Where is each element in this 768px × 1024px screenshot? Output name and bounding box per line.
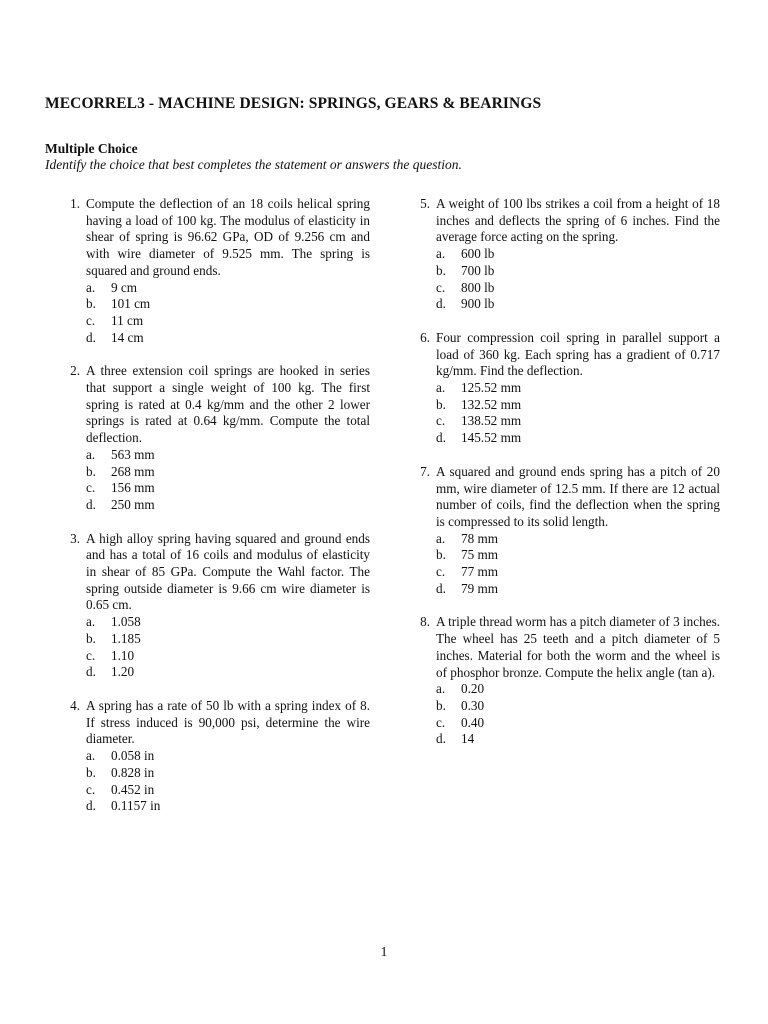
choice-b (436, 397, 720, 414)
choice-letter: a. (86, 279, 96, 295)
right-column (410, 196, 720, 765)
choice-letter: d. (86, 664, 96, 680)
choice-letter: d. (86, 496, 96, 512)
choice-b (86, 464, 370, 481)
choice-letter: b. (86, 630, 96, 646)
choice-list (436, 246, 720, 313)
choice-b (86, 765, 370, 782)
choice-d (86, 330, 370, 347)
question-number: 4. (70, 697, 80, 713)
choice-text: 250 mm (111, 496, 155, 512)
choice-letter: a. (86, 446, 96, 462)
choice-a (436, 681, 720, 698)
choice-letter: c. (86, 312, 96, 328)
choice-text: 0.828 in (111, 764, 155, 780)
question-number: 1. (70, 196, 80, 211)
question-1 (60, 196, 370, 346)
choice-text: 600 lb (461, 246, 495, 262)
choice-a (436, 246, 720, 263)
choice-c (86, 313, 370, 330)
question-number: 5. (420, 196, 430, 211)
question-4 (60, 698, 370, 815)
question-text: Compute the deflection of an 18 coils helical spring having a load of 100 kg. The modulus of elasticity in shear of spring is 96.62 GPa, OD of 9.256 cm and with wire diameter of 9.525 mm. The spring is squared and ground ends. (86, 196, 370, 278)
choice-text: 0.452 in (111, 781, 155, 797)
document-title: MECORREL3 - MACHINE DESIGN: SPRINGS, GEARS & BEARINGS (45, 95, 542, 112)
choice-letter: a. (86, 614, 96, 630)
choice-c (86, 648, 370, 665)
choice-text: 0.40 (461, 714, 485, 730)
choice-b (86, 631, 370, 648)
choice-d (436, 581, 720, 598)
section-heading: Multiple Choice (45, 141, 138, 156)
choice-letter: d. (436, 296, 446, 312)
question-7 (410, 464, 720, 598)
choice-text: 78 mm (461, 530, 498, 546)
choice-a (86, 447, 370, 464)
choice-text: 0.1157 in (111, 798, 161, 814)
question-text: A weight of 100 lbs strikes a coil from a height of 18 inches and deflects the spring of 6 inches. Find the average force acting on the spring. (436, 196, 720, 245)
question-3 (60, 531, 370, 681)
choice-b (436, 698, 720, 715)
choice-c (436, 715, 720, 732)
choice-text: 145.52 mm (461, 430, 522, 446)
choice-text: 156 mm (111, 480, 155, 496)
choice-a (436, 380, 720, 397)
choice-text: 563 mm (111, 446, 155, 462)
question-number: 8. (420, 614, 430, 630)
choice-list (86, 447, 370, 514)
choice-d (86, 798, 370, 815)
question-number: 3. (70, 530, 80, 546)
question-number: 2. (70, 363, 80, 379)
choice-text: 125.52 mm (461, 380, 522, 396)
question-text: A high alloy spring having squared and ground ends and has a total of 16 coils and modulus of elasticity in shear of 85 GPa. Compute the Wahl factor. The spring outside diameter is 9.66 cm wire diameter is 0.65 cm. (86, 530, 370, 613)
choice-text: 9 cm (111, 279, 138, 295)
choice-a (86, 614, 370, 631)
choice-c (436, 413, 720, 430)
choice-b (436, 263, 720, 280)
choice-letter: a. (436, 530, 446, 546)
choice-letter: c. (86, 647, 96, 663)
choice-c (436, 280, 720, 297)
question-2 (60, 363, 370, 513)
question-6 (410, 330, 720, 447)
question-number: 7. (420, 463, 430, 479)
choice-a (86, 280, 370, 297)
choice-d (86, 497, 370, 514)
choice-text: 268 mm (111, 463, 155, 479)
choice-text: 132.52 mm (461, 396, 522, 412)
choice-letter: c. (436, 714, 446, 730)
choice-list (436, 531, 720, 598)
choice-letter: d. (86, 798, 96, 814)
instructions: Identify the choice that best completes the statement or answers the question. (45, 157, 462, 172)
choice-text: 1.058 (111, 614, 141, 630)
left-column (60, 196, 370, 832)
choice-letter: b. (436, 396, 446, 412)
page-number: 1 (380, 944, 388, 959)
question-5 (410, 196, 720, 313)
choice-c (86, 480, 370, 497)
choice-text: 1.185 (111, 630, 141, 646)
choice-d (436, 731, 720, 748)
choice-text: 0.30 (461, 697, 485, 713)
choice-text: 75 mm (461, 547, 498, 563)
choice-letter: d. (436, 580, 446, 596)
choice-list (86, 280, 370, 347)
choice-b (86, 296, 370, 313)
choice-text: 1.10 (111, 647, 135, 663)
choice-text: 1.20 (111, 664, 135, 680)
choice-text: 77 mm (461, 564, 498, 580)
choice-letter: c. (86, 480, 96, 496)
question-text: A triple thread worm has a pitch diameter of 3 inches. The wheel has 25 teeth and a pitch diameter of 5 inches. Material for both the worm and the wheel is of phosphor bronze. Compute the helix angle (tan a). (436, 614, 720, 680)
choice-text: 11 cm (111, 312, 144, 328)
choice-letter: c. (436, 564, 446, 580)
choice-text: 0.20 (461, 681, 485, 697)
choice-letter: d. (86, 329, 96, 345)
choice-text: 0.058 in (111, 748, 155, 764)
question-text: A squared and ground ends spring has a pitch of 20 mm, wire diameter of 12.5 mm. If there are 12 actual number of coils, find the deflection when the spring is compressed to its solid length. (436, 463, 720, 529)
choice-letter: a. (86, 748, 96, 764)
choice-list (86, 748, 370, 815)
choice-text: 700 lb (461, 262, 495, 278)
choice-letter: c. (436, 279, 446, 295)
choice-letter: b. (436, 697, 446, 713)
choice-text: 79 mm (461, 580, 498, 596)
choice-text: 800 lb (461, 279, 495, 295)
choice-text: 101 cm (111, 296, 151, 312)
choice-letter: d. (436, 430, 446, 446)
question-text: Four compression coil spring in parallel support a load of 360 kg. Each spring has a gradient of 0.717 kg/mm. Find the deflection. (436, 329, 720, 379)
choice-text: 14 cm (111, 329, 144, 345)
choice-letter: b. (86, 764, 96, 780)
choice-letter: a. (436, 380, 446, 396)
choice-list (86, 614, 370, 681)
choice-c (436, 564, 720, 581)
question-text: A three extension coil springs are hooked in series that support a single weight of 100 kg. The first spring is rated at 0.4 kg/mm and the other 2 lower springs is rated at 0.64 kg/mm. Compute the total deflection. (86, 363, 370, 446)
choice-list (436, 380, 720, 447)
choice-letter: b. (436, 547, 446, 563)
choice-d (436, 430, 720, 447)
choice-text: 14 (461, 731, 475, 747)
choice-letter: a. (436, 681, 446, 697)
choice-letter: c. (86, 781, 96, 797)
choice-letter: b. (436, 262, 446, 278)
question-number: 6. (420, 329, 430, 345)
choice-text: 900 lb (461, 296, 495, 312)
choice-c (86, 782, 370, 799)
choice-b (436, 547, 720, 564)
question-8 (410, 614, 720, 748)
choice-letter: b. (86, 463, 96, 479)
choice-letter: d. (436, 731, 446, 747)
choice-letter: c. (436, 413, 446, 429)
choice-letter: a. (436, 246, 446, 262)
choice-a (436, 531, 720, 548)
choice-list (436, 681, 720, 748)
choice-d (86, 664, 370, 681)
choice-text: 138.52 mm (461, 413, 522, 429)
choice-a (86, 748, 370, 765)
choice-d (436, 296, 720, 313)
choice-letter: b. (86, 296, 96, 312)
question-text: A spring has a rate of 50 lb with a spring index of 8. If stress induced is 90,000 psi, determine the wire diameter. (86, 697, 370, 747)
